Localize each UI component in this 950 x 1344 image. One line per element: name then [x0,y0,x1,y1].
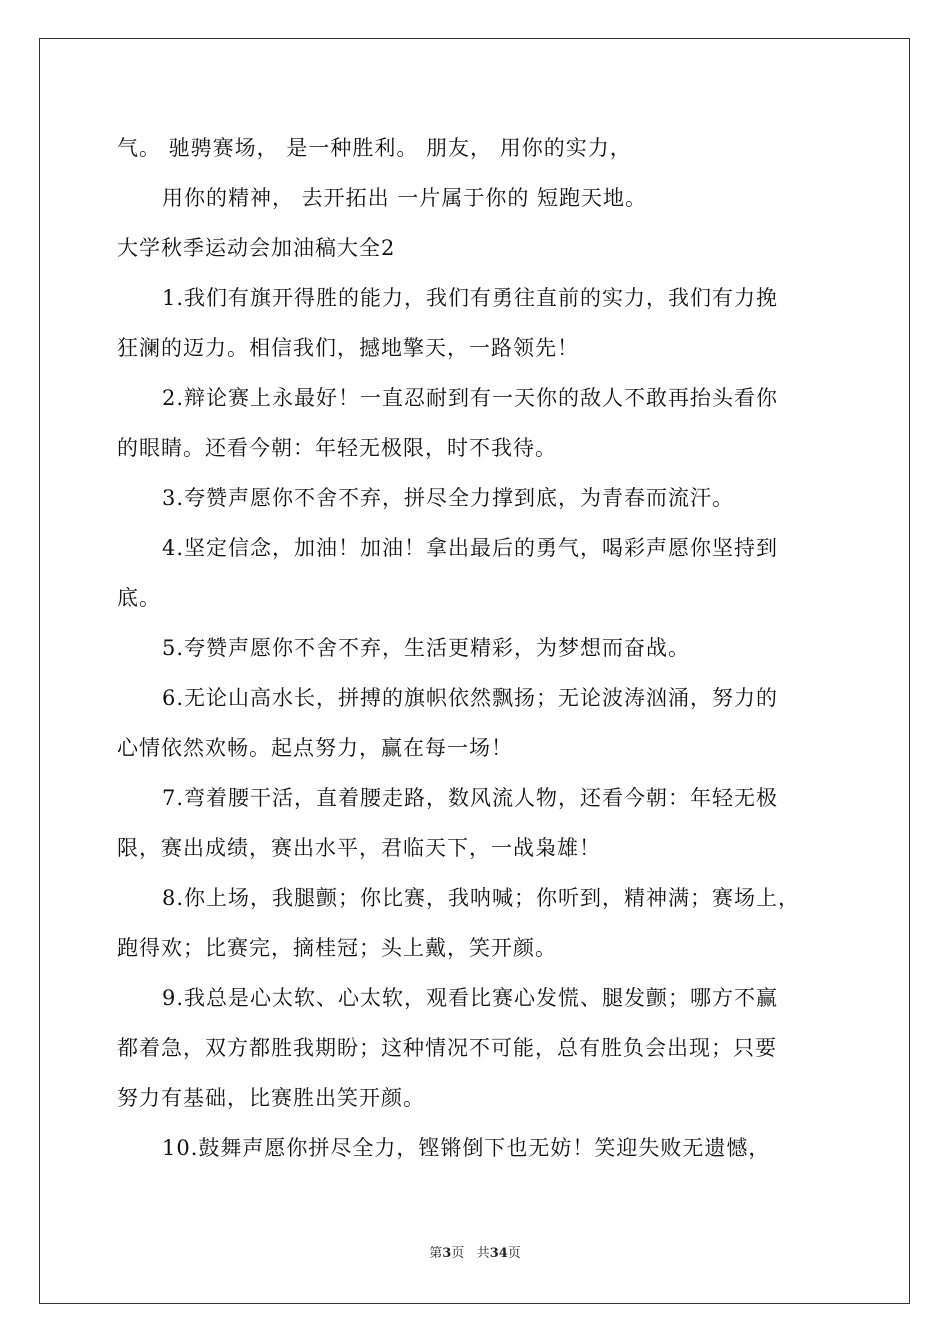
page-suffix: 页 [451,1246,465,1261]
text-line: 的眼睛。还看今朝：年轻无极限，时不我待。 [117,436,557,460]
total-suffix: 页 [507,1246,521,1261]
text-line: 5.夸赞声愿你不舍不弃，生活更精彩，为梦想而奋战。 [162,636,691,660]
text-line: 努力有基础，比赛胜出笑开颜。 [117,1086,425,1110]
text-line: 用你的精神， 去开拓出 一片属于你的 短跑天地。 [162,186,648,210]
section-heading: 大学秋季运动会加油稿大全2 [117,236,396,260]
text-line: 7.弯着腰干活，直着腰走路，数风流人物，还看今朝：年轻无极 [162,786,779,810]
page-footer [0,1245,950,1263]
text-line: 9.我总是心太软、心太软，观看比赛心发慌、腿发颤；哪方不赢 [162,986,779,1010]
text-line: 10.鼓舞声愿你拼尽全力，铿锵倒下也无妨！笑迎失败无遗憾， [162,1136,771,1160]
text-line: 2.辩论赛上永最好！一直忍耐到有一天你的敌人不敢再抬头看你 [162,386,779,410]
current-page-number: 3 [442,1246,452,1261]
text-line: 狂澜的迈力。相信我们，撼地擎天，一路领先！ [117,336,579,360]
total-pages-number: 34 [489,1246,508,1261]
text-line: 底。 [117,586,161,610]
page-border [39,38,910,1304]
page-prefix: 第 [429,1246,443,1261]
text-line: 1.我们有旗开得胜的能力，我们有勇往直前的实力，我们有力挽 [162,286,779,310]
text-line: 4.坚定信念，加油！加油！拿出最后的勇气，喝彩声愿你坚持到 [162,536,779,560]
text-line: 8.你上场，我腿颤；你比赛，我呐喊；你听到，精神满；赛场上， [162,886,801,910]
text-line: 6.无论山高水长，拼搏的旗帜依然飘扬；无论波涛汹涌，努力的 [162,686,779,710]
text-line: 限，赛出成绩，赛出水平，君临天下，一战枭雄！ [117,836,601,860]
text-line: 跑得欢；比赛完，摘桂冠；头上戴，笑开颜。 [117,936,557,960]
text-line: 心情依然欢畅。起点努力，赢在每一场！ [117,736,513,760]
text-line: 3.夸赞声愿你不舍不弃，拼尽全力撑到底，为青春而流汗。 [162,486,735,510]
text-line: 都着急，双方都胜我期盼；这种情况不可能，总有胜负会出现；只要 [117,1036,777,1060]
text-line: 气。 驰骋赛场， 是一种胜利。 朋友， 用你的实力， [117,136,632,160]
total-prefix: 共 [476,1246,490,1261]
